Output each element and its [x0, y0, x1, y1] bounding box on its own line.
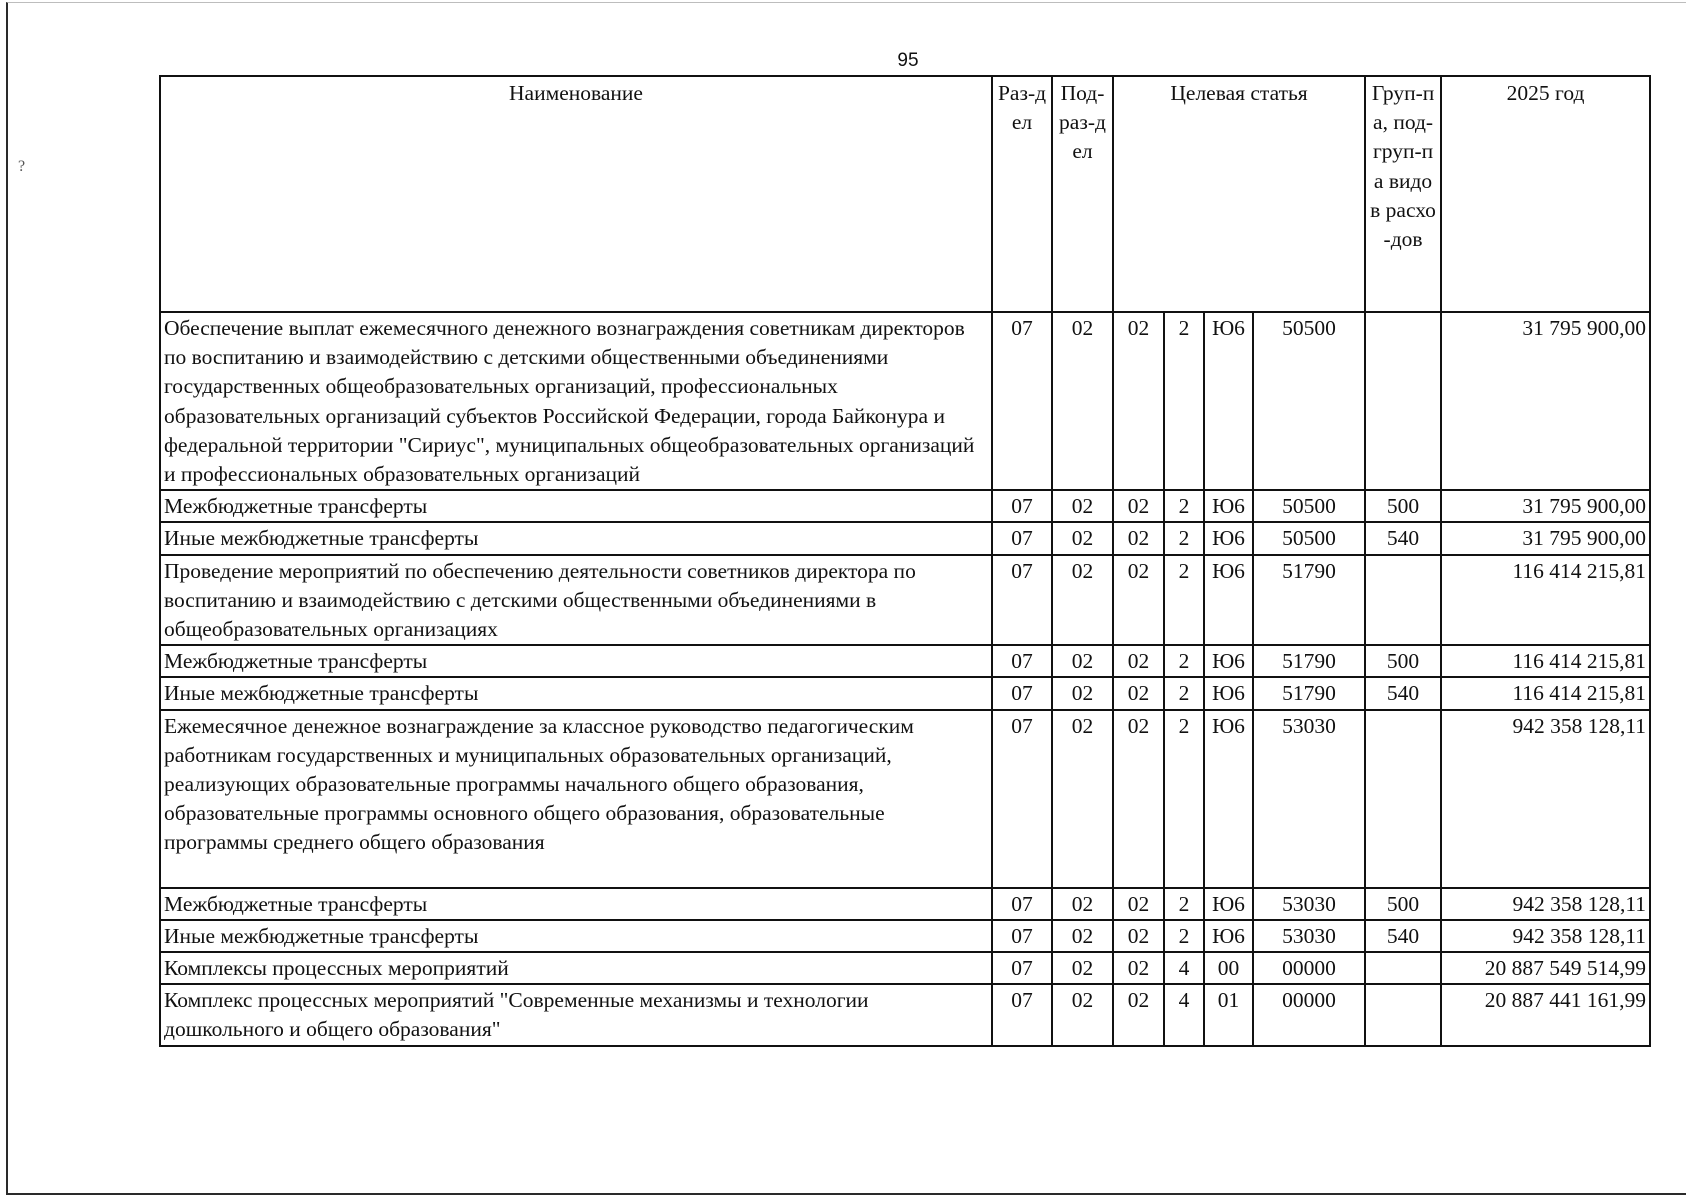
cell-target-3: Ю6: [1204, 312, 1253, 490]
cell-amount: 116 414 215,81: [1441, 677, 1650, 709]
cell-section: 07: [992, 710, 1052, 888]
cell-target-1: 02: [1113, 888, 1164, 920]
header-section: Раз-дел: [992, 76, 1052, 312]
page-number: 95: [897, 50, 919, 71]
cell-section: 07: [992, 888, 1052, 920]
cell-target-4: 53030: [1253, 710, 1365, 888]
cell-target-4: 53030: [1253, 888, 1365, 920]
cell-subsection: 02: [1052, 710, 1113, 888]
cell-name: Межбюджетные трансферты: [160, 490, 992, 522]
cell-target-2: 2: [1164, 522, 1204, 554]
cell-target-1: 02: [1113, 984, 1164, 1045]
cell-target-2: 2: [1164, 920, 1204, 952]
cell-name: Ежемесячное денежное вознаграждение за классное руководство педагогическим работникам государственных и муниципальных образовательных организаций, реализующих образовательные программы начального общего образования, образовательные программы основного общего образования, образовательные программы среднего общего образования: [160, 710, 992, 888]
cell-target-3: Ю6: [1204, 490, 1253, 522]
cell-section: 07: [992, 984, 1052, 1045]
cell-target-2: 2: [1164, 490, 1204, 522]
cell-name: Обеспечение выплат ежемесячного денежного вознаграждения советникам директоров по воспитанию и взаимодействию с детскими общественными объединениями государственных общеобразовательных организаций, профессиональных образовательных организаций субъектов Российской Федерации, города Байконура и федеральной территории "Сириус", муниципальных общеобразовательных организаций и профессиональных образовательных организаций: [160, 312, 992, 490]
cell-group: [1365, 555, 1441, 646]
cell-target-3: 01: [1204, 984, 1253, 1045]
cell-target-2: 2: [1164, 312, 1204, 490]
table-row: [160, 710, 1650, 888]
cell-amount: 31 795 900,00: [1441, 490, 1650, 522]
cell-group: [1365, 312, 1441, 490]
table-row: [160, 952, 1650, 984]
cell-subsection: 02: [1052, 490, 1113, 522]
header-subsection: Под-раз-дел: [1052, 76, 1113, 312]
header-year: 2025 год: [1441, 76, 1650, 312]
cell-target-2: 4: [1164, 952, 1204, 984]
cell-target-2: 2: [1164, 888, 1204, 920]
cell-section: 07: [992, 522, 1052, 554]
cell-subsection: 02: [1052, 920, 1113, 952]
cell-amount: 116 414 215,81: [1441, 645, 1650, 677]
cell-name: Иные межбюджетные трансферты: [160, 522, 992, 554]
cell-target-4: 50500: [1253, 522, 1365, 554]
cell-target-3: Ю6: [1204, 710, 1253, 888]
header-name: Наименование: [160, 76, 992, 312]
table-row: [160, 490, 1650, 522]
cell-target-3: Ю6: [1204, 888, 1253, 920]
cell-target-2: 2: [1164, 677, 1204, 709]
cell-name: Иные межбюджетные трансферты: [160, 920, 992, 952]
cell-target-3: Ю6: [1204, 645, 1253, 677]
cell-target-1: 02: [1113, 555, 1164, 646]
cell-group: [1365, 952, 1441, 984]
table-row: [160, 645, 1650, 677]
cell-target-4: 00000: [1253, 984, 1365, 1045]
cell-amount: 20 887 549 514,99: [1441, 952, 1650, 984]
cell-target-4: 50500: [1253, 490, 1365, 522]
cell-target-3: Ю6: [1204, 522, 1253, 554]
header-group: Груп-па, под-груп-па видов расхо-дов: [1365, 76, 1441, 312]
cell-group: 500: [1365, 888, 1441, 920]
cell-name: Межбюджетные трансферты: [160, 645, 992, 677]
cell-subsection: 02: [1052, 952, 1113, 984]
cell-target-3: 00: [1204, 952, 1253, 984]
cell-group: 540: [1365, 920, 1441, 952]
cell-group: 540: [1365, 522, 1441, 554]
cell-section: 07: [992, 312, 1052, 490]
cell-target-1: 02: [1113, 710, 1164, 888]
margin-mark: ?: [18, 158, 26, 175]
cell-group: 500: [1365, 490, 1441, 522]
cell-section: 07: [992, 920, 1052, 952]
cell-amount: 942 358 128,11: [1441, 710, 1650, 888]
cell-name: Проведение мероприятий по обеспечению деятельности советников директора по воспитанию и взаимодействию с детскими общественными объединениями в общеобразовательных организациях: [160, 555, 992, 646]
cell-subsection: 02: [1052, 312, 1113, 490]
cell-target-1: 02: [1113, 952, 1164, 984]
cell-section: 07: [992, 952, 1052, 984]
cell-subsection: 02: [1052, 555, 1113, 646]
cell-group: [1365, 984, 1441, 1045]
cell-name: Комплекс процессных мероприятий "Современные механизмы и технологии дошкольного и общего образования": [160, 984, 992, 1045]
cell-target-4: 51790: [1253, 555, 1365, 646]
cell-target-1: 02: [1113, 677, 1164, 709]
cell-section: 07: [992, 555, 1052, 646]
cell-amount: 31 795 900,00: [1441, 312, 1650, 490]
cell-group: 540: [1365, 677, 1441, 709]
cell-amount: 942 358 128,11: [1441, 920, 1650, 952]
cell-target-1: 02: [1113, 920, 1164, 952]
cell-amount: 116 414 215,81: [1441, 555, 1650, 646]
cell-target-1: 02: [1113, 522, 1164, 554]
cell-target-4: 50500: [1253, 312, 1365, 490]
table-row: [160, 312, 1650, 490]
cell-subsection: 02: [1052, 522, 1113, 554]
cell-target-1: 02: [1113, 645, 1164, 677]
cell-target-3: Ю6: [1204, 677, 1253, 709]
cell-subsection: 02: [1052, 677, 1113, 709]
cell-name: Комплексы процессных мероприятий: [160, 952, 992, 984]
budget-table: [159, 75, 1651, 1047]
cell-group: [1365, 710, 1441, 888]
table-row: [160, 888, 1650, 920]
cell-amount: 31 795 900,00: [1441, 522, 1650, 554]
table-row: [160, 984, 1650, 1045]
cell-amount: 942 358 128,11: [1441, 888, 1650, 920]
cell-target-2: 4: [1164, 984, 1204, 1045]
header-target-article: Целевая статья: [1113, 76, 1365, 312]
cell-group: 500: [1365, 645, 1441, 677]
cell-target-4: 51790: [1253, 677, 1365, 709]
table-header-row: [160, 76, 1650, 312]
cell-section: 07: [992, 677, 1052, 709]
cell-target-3: Ю6: [1204, 920, 1253, 952]
table-row: [160, 522, 1650, 554]
cell-subsection: 02: [1052, 888, 1113, 920]
table-row: [160, 677, 1650, 709]
cell-section: 07: [992, 490, 1052, 522]
cell-subsection: 02: [1052, 645, 1113, 677]
cell-subsection: 02: [1052, 984, 1113, 1045]
cell-target-4: 53030: [1253, 920, 1365, 952]
cell-name: Иные межбюджетные трансферты: [160, 677, 992, 709]
cell-target-1: 02: [1113, 490, 1164, 522]
cell-target-2: 2: [1164, 555, 1204, 646]
cell-target-4: 51790: [1253, 645, 1365, 677]
cell-amount: 20 887 441 161,99: [1441, 984, 1650, 1045]
cell-name: Межбюджетные трансферты: [160, 888, 992, 920]
cell-target-2: 2: [1164, 710, 1204, 888]
cell-target-1: 02: [1113, 312, 1164, 490]
cell-target-2: 2: [1164, 645, 1204, 677]
cell-section: 07: [992, 645, 1052, 677]
table-row: [160, 555, 1650, 646]
table-row: [160, 920, 1650, 952]
cell-target-3: Ю6: [1204, 555, 1253, 646]
cell-target-4: 00000: [1253, 952, 1365, 984]
